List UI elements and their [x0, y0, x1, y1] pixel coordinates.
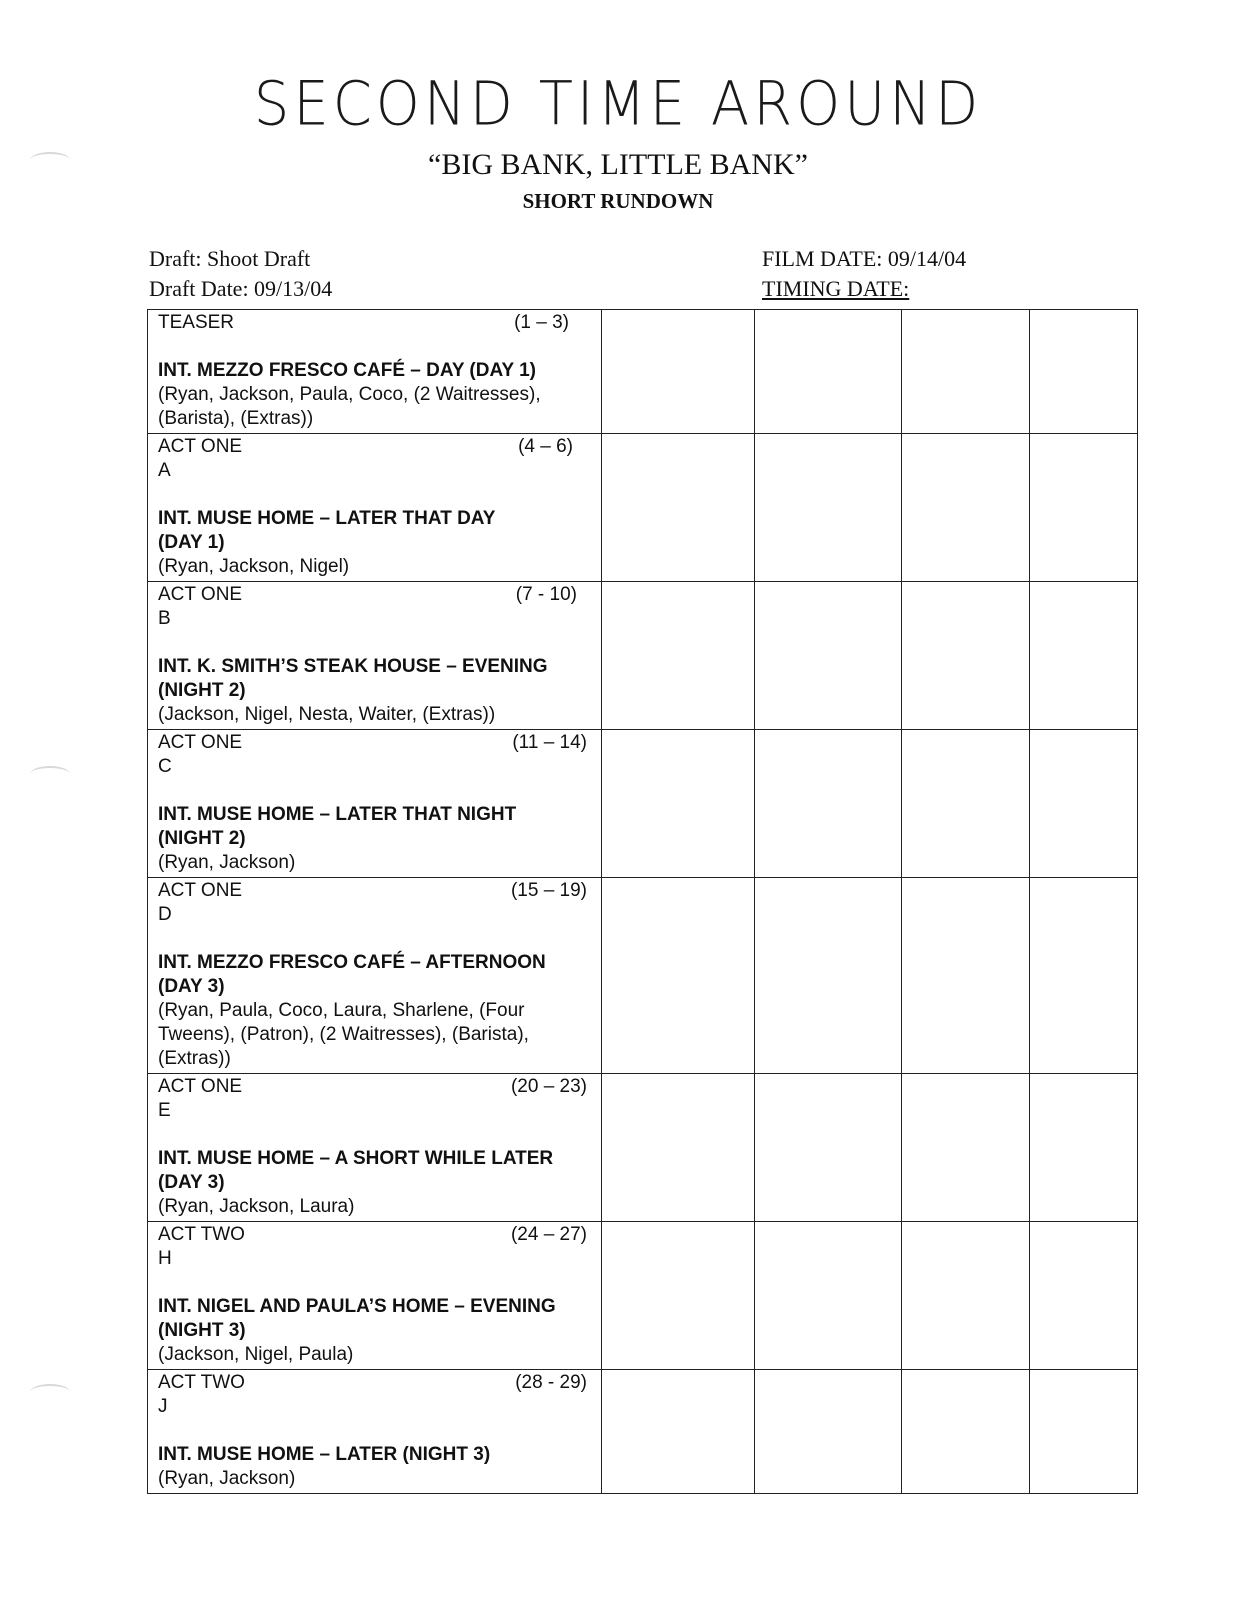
- timing-cell: [602, 310, 755, 434]
- timing-cell: [602, 730, 755, 878]
- scene-letter: J: [158, 1396, 168, 1417]
- timing-cell: [602, 434, 755, 582]
- punch-hole-mark: [30, 766, 70, 782]
- scene-heading: INT. MEZZO FRESCO CAFÉ – AFTERNOON (DAY 3): [158, 952, 546, 997]
- timing-cell: [1030, 1370, 1138, 1494]
- act-label: ACT TWO: [158, 1372, 245, 1393]
- timing-cell: [755, 434, 902, 582]
- scene-heading: INT. K. SMITH’S STEAK HOUSE – EVENING (NIGHT 2): [158, 656, 548, 701]
- scene-letter: C: [158, 756, 172, 777]
- page-range: (7 - 10): [515, 584, 577, 605]
- timing-cell: [1030, 730, 1138, 878]
- page-range: (15 – 19): [510, 880, 587, 901]
- timing-date-label: TIMING DATE:: [762, 276, 910, 301]
- act-label: ACT ONE: [158, 436, 243, 457]
- timing-cell: [1030, 1074, 1138, 1222]
- table-row: [148, 730, 1138, 878]
- scene-cast: (Ryan, Jackson): [158, 1468, 296, 1489]
- draft-date: Draft Date: 09/13/04: [149, 276, 333, 301]
- timing-cell: [902, 310, 1030, 434]
- act-label: ACT TWO: [158, 1224, 245, 1245]
- timing-cell: [1030, 582, 1138, 730]
- timing-cell: [1030, 434, 1138, 582]
- table-row: [148, 1222, 1138, 1370]
- scene-heading: INT. MUSE HOME – LATER THAT NIGHT (NIGHT 2): [158, 804, 517, 849]
- document-type: SHORT RUNDOWN: [522, 189, 714, 213]
- scene-cast: (Ryan, Jackson, Nigel): [158, 556, 350, 577]
- timing-cell: [755, 1074, 902, 1222]
- scene-letter: B: [158, 608, 171, 629]
- timing-cell: [902, 730, 1030, 878]
- timing-cell: [755, 582, 902, 730]
- episode-title: “BIG BANK, LITTLE BANK”: [428, 148, 808, 181]
- page-range: (11 – 14): [512, 732, 587, 753]
- timing-cell: [755, 878, 902, 1074]
- act-label: ACT ONE: [158, 880, 243, 901]
- page-range: (24 – 27): [510, 1224, 587, 1245]
- scene-cast: (Ryan, Paula, Coco, Laura, Sharlene, (Four Tweens), (Patron), (2 Waitresses), (Barista), (Extras)): [158, 1000, 529, 1069]
- timing-cell: [755, 730, 902, 878]
- page-range: (20 – 23): [510, 1076, 587, 1097]
- show-title: SECOND TIME AROUND: [253, 69, 983, 140]
- timing-cell: [1030, 1222, 1138, 1370]
- table-row: [148, 310, 1138, 434]
- timing-cell: [902, 1370, 1030, 1494]
- timing-cell: [902, 878, 1030, 1074]
- scene-heading: INT. MEZZO FRESCO CAFÉ – DAY (DAY 1): [158, 360, 536, 381]
- scene-cast: (Ryan, Jackson, Paula, Coco, (2 Waitresses), (Barista), (Extras)): [158, 384, 541, 429]
- scene-letter: D: [158, 904, 172, 925]
- scene-heading: INT. NIGEL AND PAULA’S HOME – EVENING (NIGHT 3): [158, 1296, 556, 1341]
- timing-cell: [602, 1370, 755, 1494]
- scene-cast: (Jackson, Nigel, Paula): [158, 1344, 354, 1365]
- table-row: [148, 434, 1138, 582]
- page-range: (4 – 6): [518, 436, 573, 457]
- timing-cell: [602, 582, 755, 730]
- punch-hole-mark: [30, 1384, 70, 1400]
- timing-cell: [1030, 878, 1138, 1074]
- scene-heading: INT. MUSE HOME – A SHORT WHILE LATER (DAY 3): [158, 1148, 554, 1193]
- scene-heading: INT. MUSE HOME – LATER (NIGHT 3): [158, 1444, 491, 1465]
- scene-cast: (Jackson, Nigel, Nesta, Waiter, (Extras)): [158, 704, 496, 725]
- timing-cell: [902, 434, 1030, 582]
- timing-cell: [602, 878, 755, 1074]
- timing-cell: [755, 1222, 902, 1370]
- act-label: ACT ONE: [158, 584, 243, 605]
- film-date: FILM DATE: 09/14/04: [762, 246, 967, 271]
- timing-cell: [902, 1222, 1030, 1370]
- act-label: ACT ONE: [158, 1076, 243, 1097]
- draft-label: Draft: Shoot Draft: [149, 246, 311, 271]
- table-row: [148, 1370, 1138, 1494]
- timing-cell: [602, 1222, 755, 1370]
- scene-letter: A: [158, 460, 171, 481]
- scene-heading: INT. MUSE HOME – LATER THAT DAY (DAY 1): [158, 508, 496, 553]
- scene-letter: E: [158, 1100, 171, 1121]
- timing-cell: [902, 1074, 1030, 1222]
- act-label: TEASER: [158, 312, 235, 333]
- scene-letter: H: [158, 1248, 172, 1269]
- timing-cell: [602, 1074, 755, 1222]
- rundown-table: [147, 309, 1138, 1494]
- scene-cast: (Ryan, Jackson, Laura): [158, 1196, 355, 1217]
- page-range: (28 - 29): [515, 1372, 587, 1393]
- timing-cell: [755, 1370, 902, 1494]
- table-row: [148, 582, 1138, 730]
- scene-cast: (Ryan, Jackson): [158, 852, 296, 873]
- page-range: (1 – 3): [514, 312, 569, 333]
- act-label: ACT ONE: [158, 732, 243, 753]
- timing-cell: [755, 310, 902, 434]
- timing-cell: [902, 582, 1030, 730]
- timing-cell: [1030, 310, 1138, 434]
- table-row: [148, 878, 1138, 1074]
- table-row: [148, 1074, 1138, 1222]
